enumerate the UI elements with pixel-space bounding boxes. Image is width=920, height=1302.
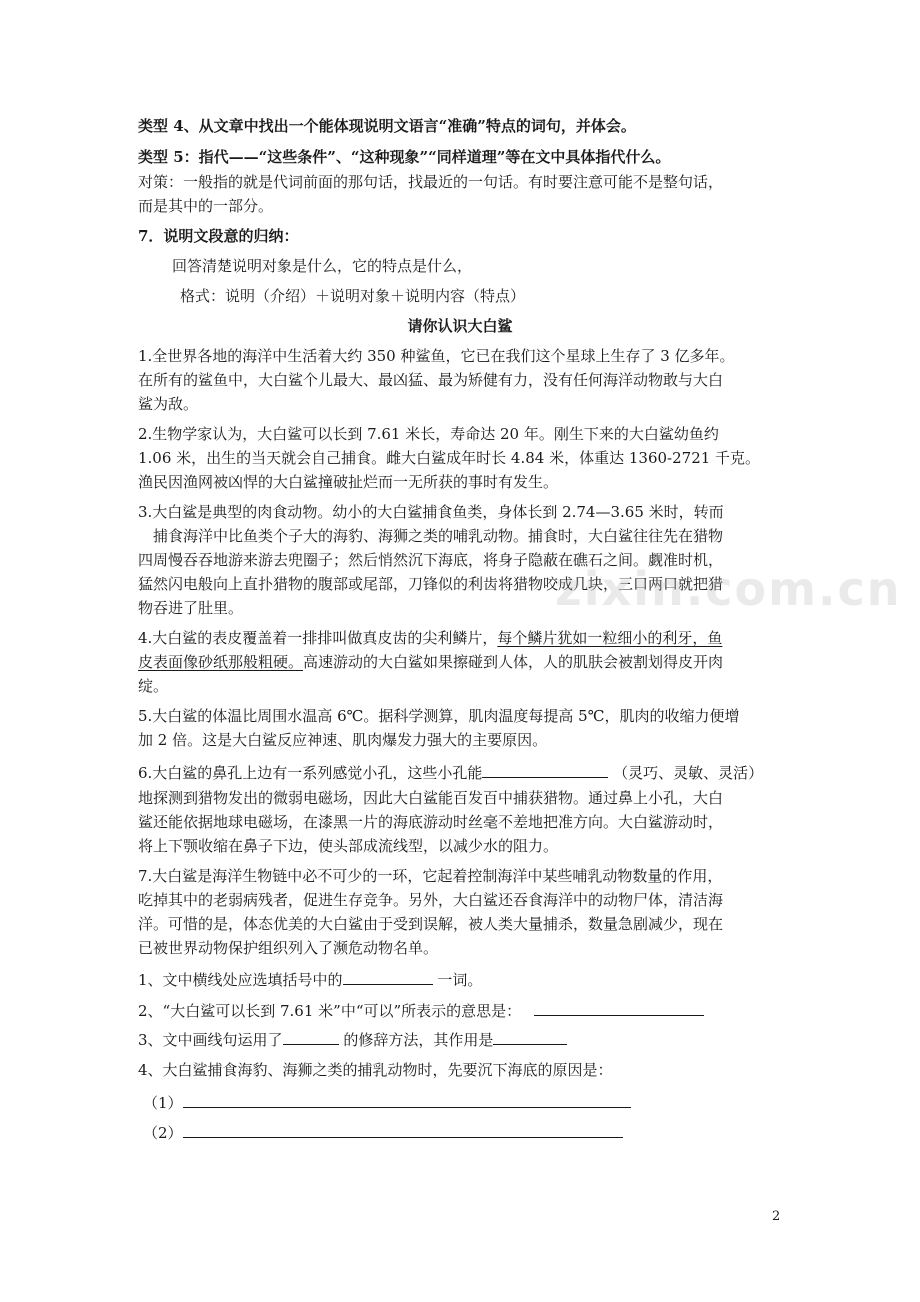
p1-line: 鲨为敌。 [138, 395, 199, 413]
p2-line: 1.06 米，出生的当天就会自己捕食。雌大白鲨成年时长 4.84 米，体重达 1360-2721 千克。 [138, 449, 761, 467]
q3-device-blank[interactable] [283, 1029, 339, 1045]
q4-1-label: （1） [143, 1094, 183, 1112]
q1-answer-blank[interactable] [343, 969, 433, 985]
question-2 [138, 1000, 704, 1021]
p4-line-1 [138, 628, 722, 648]
p7-line: 7.大白鲨是海洋生物链中必不可少的一环，它起着控制海洋中某些哺乳动物数量的作用， [138, 867, 723, 885]
watermark: zixin.com.cn [555, 562, 902, 616]
strategy-line-1: 对策：一般指的就是代词前面的那句话，找最近的一句话。有时要注意可能不是整句话， [138, 173, 724, 191]
q4-1-answer-blank[interactable] [183, 1092, 631, 1108]
q1-text: 1、文中横线处应选填括号中的 [138, 971, 343, 989]
p3-line: 捕食海洋中比鱼类个子大的海豹、海狮之类的哺乳动物。捕食时，大白鲨往往先在猎物 [138, 527, 724, 545]
p6-line-1 [138, 762, 763, 783]
p3-line: 物吞进了肚里。 [138, 599, 244, 617]
q4-2-answer-blank[interactable] [183, 1122, 623, 1138]
p4-underlined-sentence: 每个鳞片犹如一粒细小的利牙，鱼 [497, 629, 723, 647]
question-4: 4、大白鲨捕食海豹、海狮之类的捕乳动物时，先要沉下海底的原因是： [138, 1061, 613, 1079]
question-1 [138, 969, 482, 990]
q3-text-mid: 的修辞方法，其作用是 [338, 1031, 494, 1049]
q3-effect-blank[interactable] [493, 1029, 567, 1045]
p3-line: 3.大白鲨是典型的肉食动物。幼小的大白鲨捕食鱼类，身体长到 2.74—3.65 米时，转而 [138, 503, 724, 521]
p6-line: 地探测到猎物发出的微弱电磁场，因此大白鲨能百发百中捕获猎物。通过鼻上小孔，大白 [138, 789, 724, 807]
answer-hint: 回答清楚说明对象是什么，它的特点是什么， [172, 257, 473, 275]
q1-text-end: 一词。 [432, 971, 483, 989]
p7-line: 吃掉其中的老弱病残者，促进生存竞争。另外，大白鲨还吞食海洋中的动物尸体，清洁海 [138, 891, 724, 909]
p1-line: 1.全世界各地的海洋中生活着大约 350 种鲨鱼，它已在我们这个星球上生存了 3 亿多年。 [138, 347, 735, 365]
p5-line: 加 2 倍。这是大白鲨反应神速、肌肉爆发力强大的主要原因。 [138, 731, 548, 749]
format-line: 格式：说明（介绍）＋说明对象＋说明内容（特点） [180, 287, 526, 305]
type4-heading: 类型 4、从文章中找出一个能体现说明文语言“准确”特点的词句，并体会。 [138, 117, 636, 135]
p3-line: 四周慢吞吞地游来游去兜圈子；然后悄然沉下海底，将身子隐蔽在礁石之间。觑准时机， [138, 551, 724, 569]
p2-line: 渔民因渔网被凶悍的大白鲨撞破扯烂而一无所获的事时有发生。 [138, 473, 559, 491]
p5-line: 5.大白鲨的体温比周围水温高 6℃。据科学测算，肌肉温度每提高 5℃，肌肉的收缩力便增 [138, 707, 740, 725]
p6-text: 6.大白鲨的鼻孔上边有一系列感觉小孔，这些小孔能 [138, 764, 483, 782]
p1-line: 在所有的鲨鱼中，大白鲨个儿最大、最凶猛、最为矫健有力，没有任何海洋动物敢与大白 [138, 371, 724, 389]
q2-text: 2、“大白鲨可以长到 7.61 米”中“可以”所表示的意思是： [138, 1002, 522, 1020]
p4-text: 4.大白鲨的表皮覆盖着一排排叫做真皮齿的尖利鳞片， [138, 629, 498, 647]
question-3 [138, 1029, 567, 1050]
page-number: 2 [772, 1209, 781, 1224]
p6-line: 将上下颚收缩在鼻子下边，使头部成流线型，以减少水的阻力。 [138, 837, 559, 855]
q4-2-label: （2） [143, 1124, 183, 1142]
p4-line-2 [138, 652, 723, 672]
p7-line: 已被世界动物保护组织列入了濒危动物名单。 [138, 939, 439, 957]
p7-line: 洋。可惜的是，体态优美的大白鲨由于受到误解，被人类大量捕杀，数量急剧减少，现在 [138, 915, 724, 933]
article-title: 请你认识大白鲨 [407, 317, 513, 335]
p2-line: 2.生物学家认为，大白鲨可以长到 7.61 米长，寿命达 20 年。刚生下来的大白鲨幼鱼约 [138, 425, 719, 443]
type5-heading: 类型 5：指代——“这些条件”、“这种现象”“同样道理”等在文中具体指代什么。 [138, 148, 671, 166]
p4-underlined-sentence: 皮表面像砂纸那般粗硬。 [138, 653, 304, 671]
p6-fill-blank[interactable] [482, 762, 608, 778]
question-4-answer-1 [143, 1092, 631, 1113]
question-4-answer-2 [143, 1122, 623, 1143]
q2-answer-blank[interactable] [534, 1000, 704, 1016]
p6-line: 鲨还能依据地球电磁场，在漆黑一片的海底游动时丝毫不差地把准方向。大白鲨游动时， [138, 813, 724, 831]
p4-line-3: 绽。 [138, 677, 169, 695]
q3-text: 3、文中画线句运用了 [138, 1031, 283, 1049]
p6-options: （灵巧、灵敏、灵活） [613, 764, 764, 782]
p3-line: 猛然闪电般向上直扑猎物的腹部或尾部，刀锋似的利齿将猎物咬成几块，三口两口就把猎 [138, 575, 724, 593]
p4-text: 高速游动的大白鲨如果擦碰到人体，人的肌肤会被割划得皮开肉 [303, 653, 724, 671]
section7-heading: 7．说明文段意的归纳： [138, 227, 299, 245]
strategy-line-2: 而是其中的一部分。 [138, 197, 274, 215]
